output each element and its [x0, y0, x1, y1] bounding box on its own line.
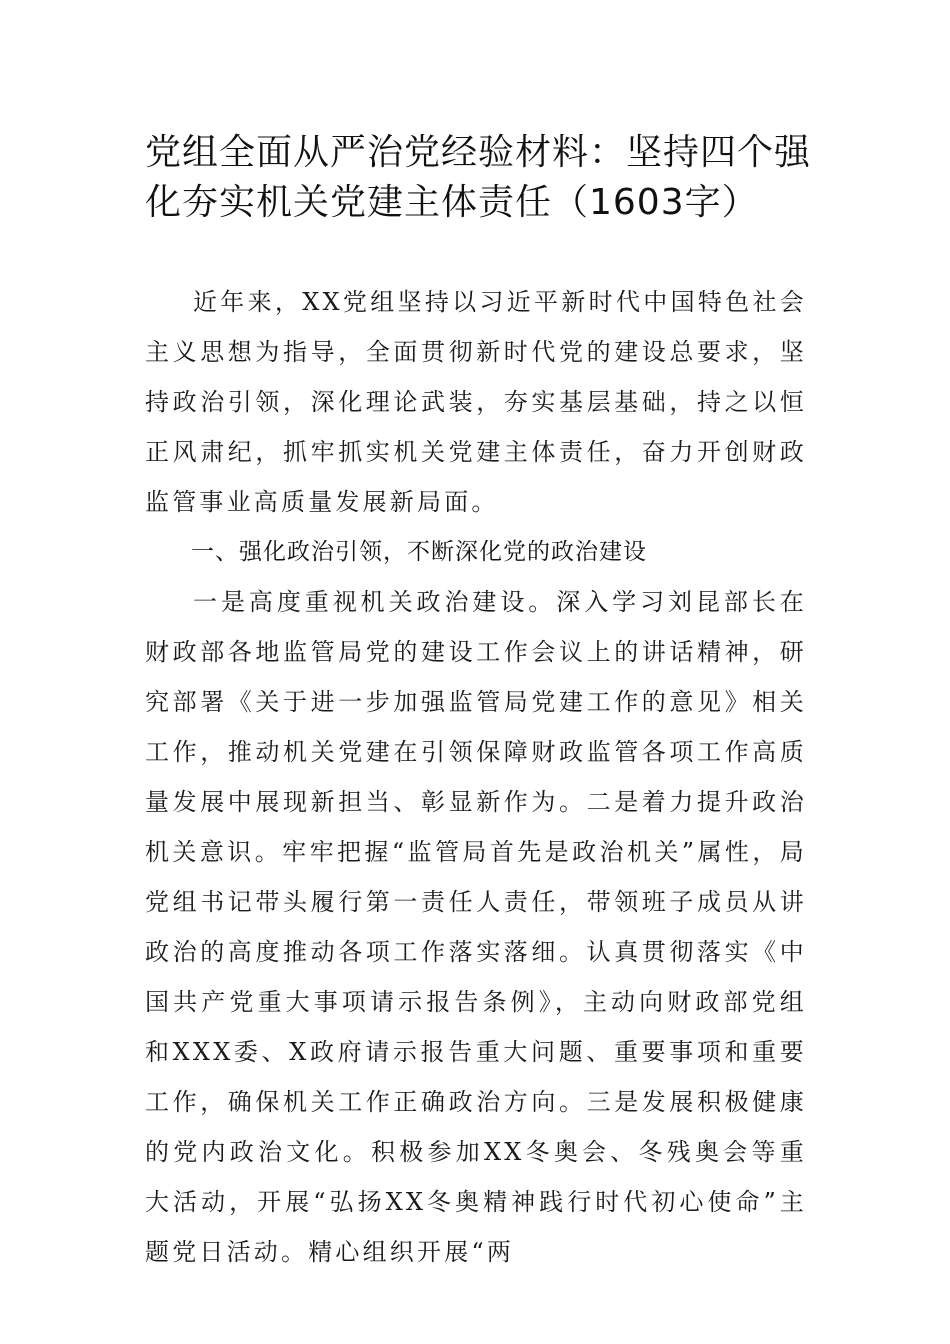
section-paragraph: 一是高度重视机关政治建设。深入学习刘昆部长在财政部各地监管局党的建设工作会议上的讲话精神，研究部署《关于进一步加强监管局党建工作的意见》相关工作，推动机关党建在引领保障财政监管各项工作高质量发展中展现新担当、彰显新作为。二是着力提升政治机关意识。牢牢把握“监管局首先是政治机关”属性，局党组书记带头履行第一责任人责任，带领班子成员从讲政治的高度推动各项工作落实落细。认真贯彻落实《中国共产党重大事项请示报告条例》，主动向财政部党组和XXX委、X政府请示报告重大问题、重要事项和重要工作，确保机关工作正确政治方向。三是发展积极健康的党内政治文化。积极参加XX冬奥会、冬残奥会等重大活动，开展“弘扬XX冬奥精神践行时代初心使命”主题党日活动。精心组织开展“两: [145, 588, 807, 1266]
section-heading: 一、强化政治引领，不断深化党的政治建设: [191, 539, 647, 565]
document-body: [145, 277, 807, 1266]
document-title: 党组全面从严治党经验材料：坚持四个强化夯实机关党建主体责任（1603字）: [145, 132, 812, 223]
intro-paragraph: 近年来，XX党组坚持以习近平新时代中国特色社会主义思想为指导，全面贯彻新时代党的建设总要求，坚持政治引领，深化理论武装，夯实基层基础，持之以恒正风肃纪，抓牢抓实机关党建主体责任，奋力开创财政监管事业高质量发展新局面。: [145, 288, 807, 516]
